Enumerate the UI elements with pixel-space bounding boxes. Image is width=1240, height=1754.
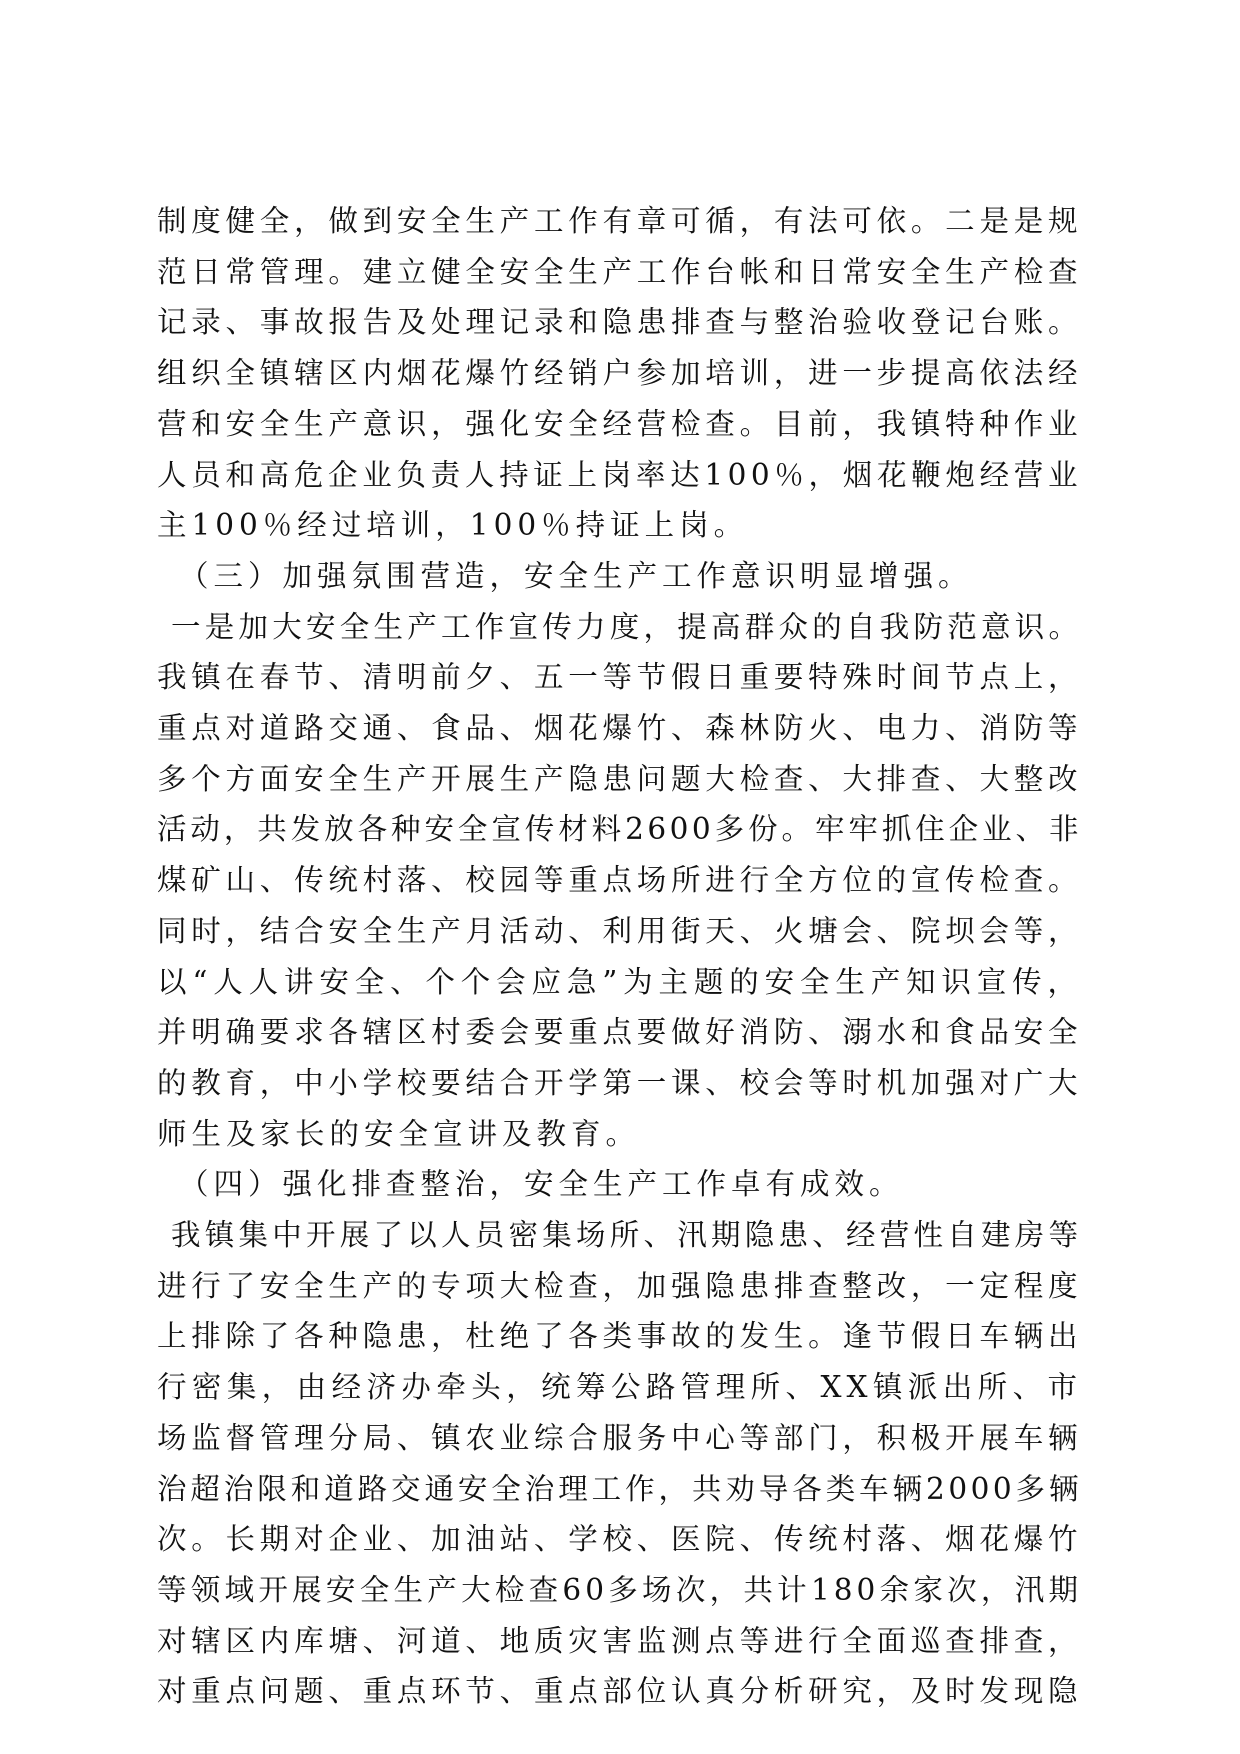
- text-line: 一是加大安全生产工作宣传力度，提高群众的自我防范意识。: [171, 609, 1082, 644]
- document-page: [157, 196, 1082, 1717]
- text-line: 制度健全，做到安全生产工作有章可循，有法可依。二是是规: [157, 204, 1082, 238]
- text-line: 主100％经过培训，100％持证上岗。: [157, 508, 749, 543]
- text-line: 范日常管理。建立健全安全生产工作台帐和日常安全生产检查: [157, 254, 1082, 289]
- text-line: 人员和高危企业负责人持证上岗率达100％，烟花鞭炮经营业: [157, 457, 1082, 492]
- text-line: 营和安全生产意识，强化安全经营检查。目前，我镇特种作业: [157, 406, 1082, 441]
- text-line: 记录、事故报告及处理记录和隐患排查与整治验收登记台账。: [157, 305, 1082, 340]
- text-line: 行密集，由经济办牵头，统筹公路管理所、XX镇派出所、市: [157, 1370, 1082, 1405]
- text-line: 师生及家长的安全宣讲及教育。: [157, 1116, 641, 1151]
- text-line: 组织全镇辖区内烟花爆竹经销户参加培训，进一步提高依法经: [157, 356, 1082, 391]
- text-line: 多个方面安全生产开展生产隐患问题大检查、大排查、大整改: [157, 761, 1082, 796]
- text-line: 治超治限和道路交通安全治理工作，共劝导各类车辆2000多辆: [157, 1471, 1082, 1506]
- text-line: 重点对道路交通、食品、烟花爆竹、森林防火、电力、消防等: [157, 711, 1082, 746]
- text-line: 对重点问题、重点环节、重点部位认真分析研究，及时发现隐: [157, 1674, 1082, 1709]
- text-line: 等领域开展安全生产大检查60多场次，共计180余家次，汛期: [157, 1572, 1082, 1607]
- text-line: 次。长期对企业、加油站、学校、医院、传统村落、烟花爆竹: [157, 1522, 1082, 1557]
- text-line: 上排除了各种隐患，杜绝了各类事故的发生。逢节假日车辆出: [157, 1319, 1082, 1354]
- text-line: 进行了安全生产的专项大检查，加强隐患排查整改，一定程度: [157, 1268, 1082, 1303]
- text-line: 我镇集中开展了以人员密集场所、汛期隐患、经营性自建房等: [171, 1218, 1082, 1253]
- text-line: 活动，共发放各种安全宣传材料2600多份。牢牢抓住企业、非: [157, 812, 1082, 847]
- text-line: 以“人人讲安全、个个会应急”为主题的安全生产知识宣传，: [157, 964, 1082, 999]
- body-paragraph: [157, 196, 1082, 551]
- text-line: 同时，结合安全生产月活动、利用街天、火塘会、院坝会等，: [157, 913, 1082, 948]
- text-line: 对辖区内库塘、河道、地质灾害监测点等进行全面巡查排查，: [157, 1623, 1082, 1658]
- body-paragraph: [157, 1210, 1082, 1717]
- text-line: 并明确要求各辖区村委会要重点要做好消防、溺水和食品安全: [157, 1015, 1082, 1050]
- text-line: 场监督管理分局、镇农业综合服务中心等部门，积极开展车辆: [157, 1420, 1082, 1455]
- text-line: 我镇在春节、清明前夕、五一等节假日重要特殊时间节点上，: [157, 660, 1082, 695]
- body-paragraph: [157, 602, 1082, 1160]
- text-line: （四）强化排查整治，安全生产工作卓有成效。: [179, 1167, 904, 1202]
- text-line: （三）加强氛围营造，安全生产工作意识明显增强。: [179, 558, 973, 593]
- text-line: 的教育，中小学校要结合开学第一课、校会等时机加强对广大: [157, 1065, 1082, 1100]
- section-heading: [157, 551, 1082, 602]
- section-heading: [157, 1159, 1082, 1210]
- text-line: 煤矿山、传统村落、校园等重点场所进行全方位的宣传检查。: [157, 863, 1082, 898]
